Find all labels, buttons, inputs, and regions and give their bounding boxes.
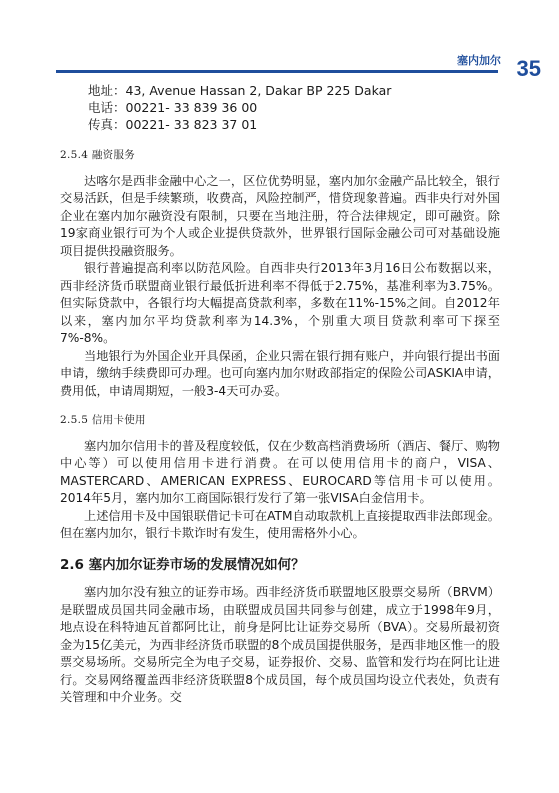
section-2-5-4 bbox=[60, 147, 500, 400]
address-line: 地址：43, Avenue Hassan 2, Dakar BP 225 Dakar bbox=[88, 83, 392, 98]
section-heading: 2.5.5 信用卡使用 bbox=[60, 414, 146, 426]
paragraph: 当地银行为外国企业开具保函，企业只需在银行拥有账户，并向银行提出书面申请，缴纳手续费即可办理。也可向塞内加尔财政部指定的保险公司ASKIA申请，费用低，申请周期短，一般3-4天可办妥。 bbox=[60, 348, 500, 398]
paragraph: 上述信用卡及中国银联借记卡可在ATM自动取款机上直接提取西非法郎现金。但在塞内加尔，银行卡欺诈时有发生，使用需格外小心。 bbox=[60, 508, 500, 540]
section-2-5-5 bbox=[60, 412, 500, 543]
section-heading: 2.6 塞内加尔证券市场的发展情况如何？ bbox=[60, 556, 305, 573]
paragraph: 达喀尔是西非金融中心之一，区位优势明显，塞内加尔金融产品比较全，银行交易活跃，但是手续繁琐，收费高，风险控制严，惜贷现象普遍。西非央行对外国企业在塞内加尔融资没有限制，只要在当地注册，符合法律规定，即可融资。除19家商业银行可为个人或企业提供贷款外，世界银行国际金融公司可对基础设施项目提供投融资服务。 bbox=[60, 173, 500, 258]
phone-line: 电话：00221- 33 839 36 00 bbox=[88, 100, 258, 115]
paragraph: 银行普遍提高利率以防范风险。自西非央行2013年3月16日公布数据以来，西非经济货币联盟商业银行最低折进利率不得低于2.75%，基准利率为3.75%。但实际贷款中，各银行均大幅提高贷款利率，多数在11%-15%之间。自2012年以来，塞内加尔平均贷款利率为14.3%，个别重大项目贷款利率可下探至7%-8%。 bbox=[60, 261, 500, 345]
paragraph: 塞内加尔信用卡的普及程度较低，仅在少数高档消费场所（酒店、餐厅、购物中心等）可以使用信用卡进行消费。在可以使用信用卡的商户，VISA、MASTERCARD、AMERICAN EXPRESS、EUROCARD等信用卡可以使用。2014年5月，塞内加尔工商国际银行发行了第一张VISA白金信用卡。 bbox=[60, 438, 500, 505]
section-heading: 2.5.4 融资服务 bbox=[60, 149, 136, 161]
fax-line: 传真：00221- 33 823 37 01 bbox=[88, 117, 258, 132]
page-body bbox=[60, 82, 500, 707]
running-header-title: 塞内加尔 bbox=[457, 54, 501, 67]
header-rule bbox=[56, 70, 498, 73]
section-2-6 bbox=[60, 557, 500, 707]
paragraph: 塞内加尔没有独立的证券市场。西非经济货币联盟地区股票交易所（BRVM）是联盟成员国共同金融市场，由联盟成员国共同参与创建，成立于1998年9月，地点设在科特迪瓦首都阿比让，前身是阿比让证券交易所（BVA）。交易所最初资金为15亿美元，为西非经济货币联盟的8个成员国提供服务，是西非地区惟一的股票交易场所。交易所完全为电子交易，证券报价、交易、监管和发行均在阿比让进行。交易网络覆盖西非经济货联盟8个成员国，每个成员国均设立代表处，负责有关管理和中介业务。交 bbox=[60, 585, 500, 704]
address-block bbox=[60, 82, 500, 133]
page-number: 35 bbox=[516, 56, 541, 81]
